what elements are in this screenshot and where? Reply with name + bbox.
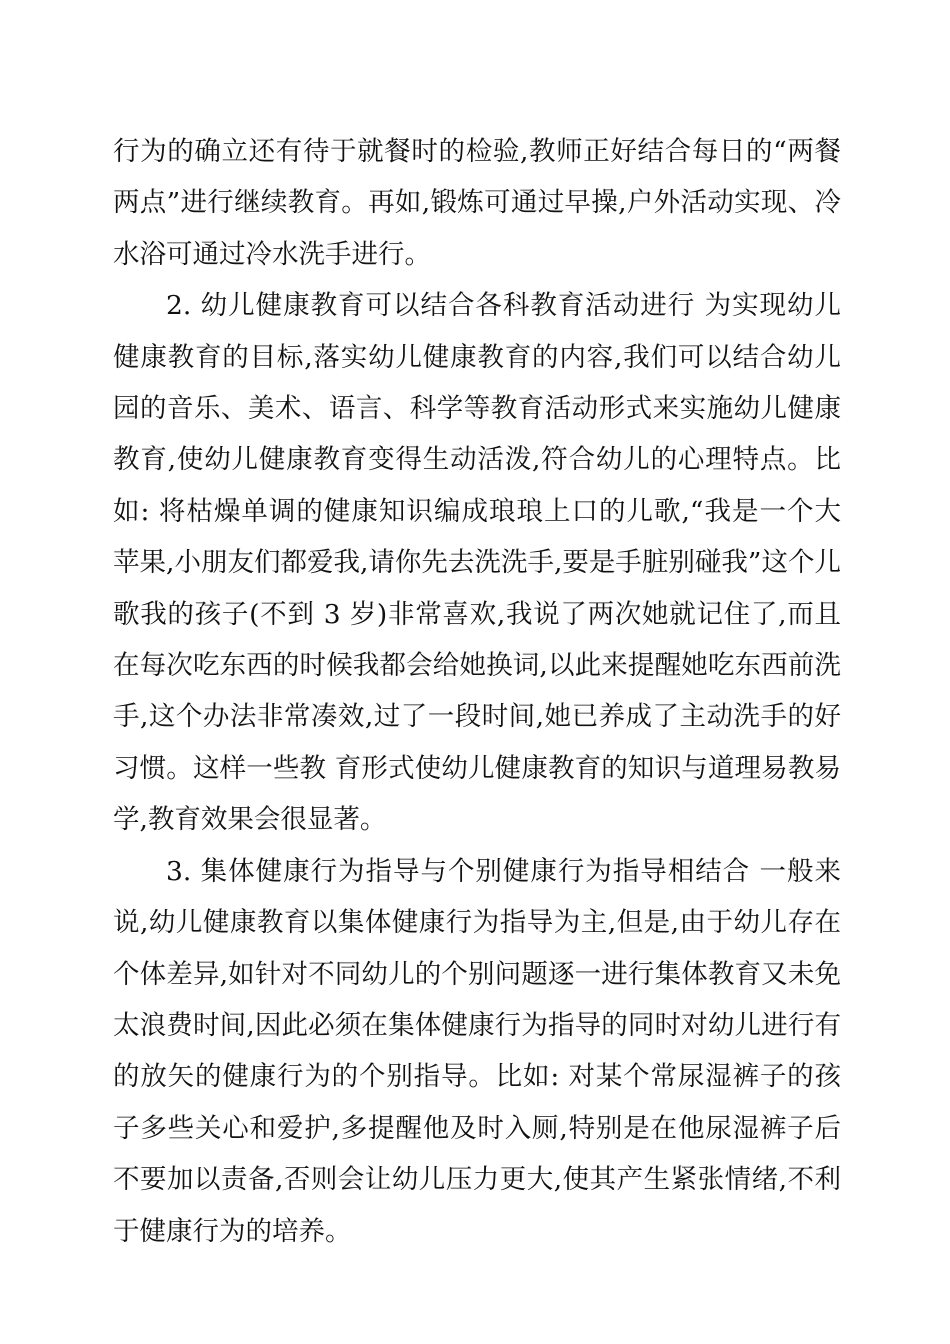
body-text — [113, 126, 841, 1257]
paragraph-section-3: 3. 集体健康行为指导与个别健康行为指导相结合 一般来说,幼儿健康教育以集体健康行为指导为主,但是,由于幼儿存在个体差异,如针对不同幼儿的个别问题逐一进行集体教育又未免太浪费时间,因此必须在集体健康行为指导的同时对幼儿进行有的放矢的健康行为的个别指导。比如: 对某个常尿湿裤子的孩子多些关心和爱护,多提醒他及时入厕,特别是在他尿湿裤子后不要加以责备,否则会让幼儿压力更大,使其产生紧张情绪,不利于健康行为的培养。 — [113, 855, 841, 1247]
paragraph-continuation: 行为的确立还有待于就餐时的检验,教师正好结合每日的“两餐两点”进行继续教育。再如,锻炼可通过早操,户外活动实现、冷水浴可通过冷水洗手进行。 — [113, 136, 841, 270]
paragraph-section-2: 2. 幼儿健康教育可以结合各科教育活动进行 为实现幼儿健康教育的目标,落实幼儿健康教育的内容,我们可以结合幼儿园的音乐、美术、语言、科学等教育活动形式来实施幼儿健康教育,使幼儿健康教育变得生动活泼,符合幼儿的心理特点。比如: 将枯燥单调的健康知识编成琅琅上口的儿歌,“我是一个大苹果,小朋友们都爱我,请你先去洗洗手,要是手脏别碰我”这个儿歌我的孩子(不到 3 岁)非常喜欢,我说了两次她就记住了,而且在每次吃东西的时候我都会给她换词,以此来提醒她吃东西前洗手,这个办法非常凑效,过了一段时间,她已养成了主动洗手的好习惯。这样一些教 育形式使幼儿健康教育的知识与道理易教易学,教育效果会很显著。 — [113, 290, 841, 836]
